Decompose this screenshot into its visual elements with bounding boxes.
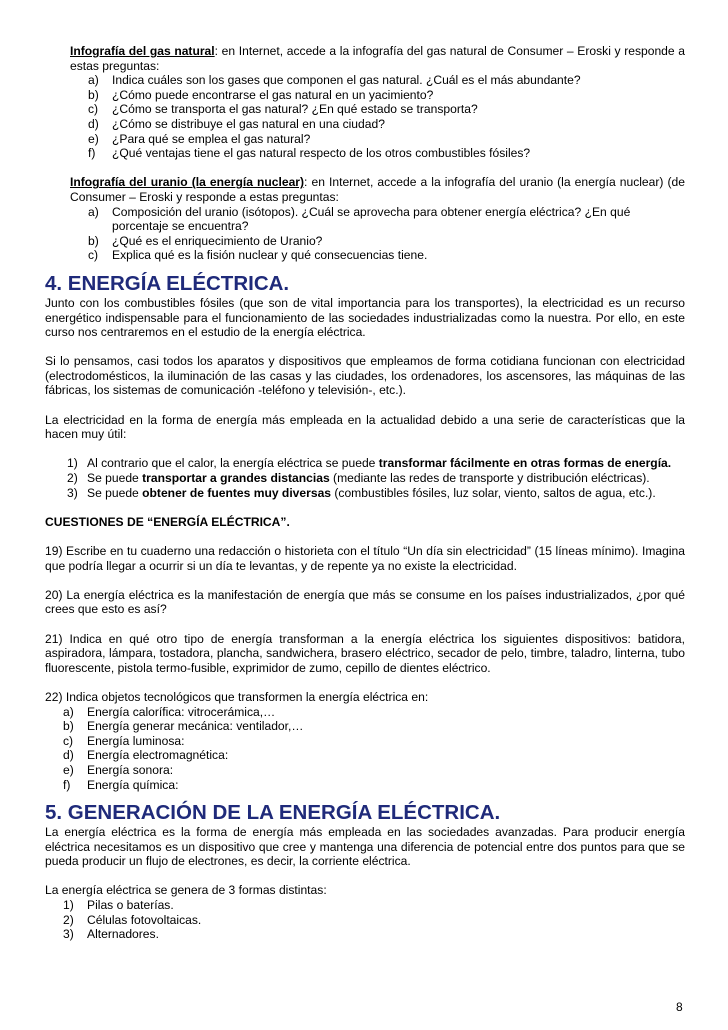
list-item xyxy=(45,705,685,720)
item-marker: e) xyxy=(63,762,74,777)
item-text: Energía sonora: xyxy=(87,762,174,777)
item-marker: c) xyxy=(88,248,99,263)
item-text: ¿Cómo se transporta el gas natural? ¿En qué estado se transporta? xyxy=(112,102,478,117)
cuestiones-heading: CUESTIONES DE “ENERGÍA ELÉCTRICA”. xyxy=(45,514,290,529)
item-text: Indica cuáles son los gases que componen el gas natural. ¿Cuál es el más abundante? xyxy=(112,73,581,88)
item-text-pre: Se puede xyxy=(87,471,143,486)
question-20: 20) La energía eléctrica es la manifestación de energía que más se consume en los países industrializados, ¿por qué crees que esto es así? xyxy=(45,587,685,617)
item-text: ¿Qué es el enriquecimiento de Uranio? xyxy=(112,233,323,248)
item-marker: 3) xyxy=(67,485,78,500)
item-marker: b) xyxy=(88,87,99,102)
item-marker: e) xyxy=(88,131,99,146)
gas-intro-text: : en Internet, accede a la infografía del gas natural de Consumer – Eroski y responde a estas preguntas: xyxy=(70,44,686,73)
uranium-intro xyxy=(70,175,685,204)
list-item xyxy=(70,117,685,132)
section-5-paragraph-1: La energía eléctrica es la forma de energía más empleada en las sociedades avanzadas. Para producir energía eléctrica necesitamos es un dispositivo que cree y mantenga una diferencia de potencial entre dos puntos para que se pueda producir un flujo de electrones, es decir, la corriente eléctrica. xyxy=(45,825,685,869)
section-4-paragraph-3: La electricidad en la forma de energía más empleada en la actualidad debido a una serie de características que la hacen muy útil: xyxy=(45,412,685,442)
item-text: Energía generar mecánica: ventilador,… xyxy=(87,719,304,734)
question-22-list xyxy=(45,705,685,793)
item-text: Composición del uranio (isótopos). ¿Cuál se aprovecha para obtener energía eléctrica? ¿En qué porcentaje se encuentra? xyxy=(112,204,631,234)
item-text: ¿Qué ventajas tiene el gas natural respecto de los otros combustibles fósiles? xyxy=(112,146,531,161)
item-marker: f) xyxy=(88,146,96,161)
list-item xyxy=(45,927,685,942)
item-marker: a) xyxy=(88,204,99,219)
list-item xyxy=(70,205,685,234)
list-item xyxy=(45,748,685,763)
item-marker: a) xyxy=(88,73,99,88)
gas-title: Infografía del gas natural xyxy=(70,44,215,58)
list-item xyxy=(70,88,685,103)
list-item xyxy=(45,913,685,928)
section-5-paragraph-2: La energía eléctrica se genera de 3 formas distintas: xyxy=(45,883,327,898)
item-text: Células fotovoltaicas. xyxy=(87,912,202,927)
item-text: ¿Cómo puede encontrarse el gas natural en un yacimiento? xyxy=(112,87,434,102)
item-marker: d) xyxy=(88,116,99,131)
item-text-bold: obtener de fuentes muy diversas xyxy=(142,485,332,500)
characteristics-list xyxy=(45,456,685,500)
list-item xyxy=(45,456,685,471)
item-marker: f) xyxy=(63,777,71,792)
item-text-post: (combustibles fósiles, luz solar, viento, saltos de agua, etc.). xyxy=(331,485,656,500)
item-text-bold: transportar a grandes distancias xyxy=(142,471,330,486)
item-text: Energía electromagnética: xyxy=(87,748,229,763)
section-4-paragraph-2: Si lo pensamos, casi todos los aparatos y dispositivos que empleamos de forma cotidiana funcionan con electricidad (electrodomésticos, la iluminación de las casas y las ciudades, los ordenadores, los ascensores, las máquinas de las fábricas, los sistemas de comunicación -teléfono y televisión-, etc.). xyxy=(45,354,685,398)
gas-question-list xyxy=(70,73,685,161)
gas-infographic-block xyxy=(45,44,685,161)
list-item xyxy=(45,778,685,793)
list-item xyxy=(45,898,685,913)
question-22: 22) Indica objetos tecnológicos que transformen la energía eléctrica en: xyxy=(45,689,429,704)
item-text-post: (mediante las redes de transporte y distribución eléctricas). xyxy=(329,471,650,486)
item-marker: d) xyxy=(63,748,74,763)
item-text: Energía calorífica: vitrocerámica,… xyxy=(87,704,276,719)
item-text xyxy=(87,471,685,486)
item-text-pre: Al contrario que el calor, la energía eléctrica se puede xyxy=(87,456,379,471)
item-marker: 3) xyxy=(63,927,74,942)
item-text: Pilas o baterías. xyxy=(87,898,174,913)
list-item xyxy=(70,132,685,147)
uranium-infographic-block xyxy=(45,175,685,263)
section-4-heading: 4. ENERGÍA ELÉCTRICA. xyxy=(45,271,290,295)
item-text: Alternadores. xyxy=(87,927,159,942)
uranium-question-list xyxy=(70,205,685,263)
item-marker: b) xyxy=(63,719,74,734)
list-item xyxy=(70,248,685,263)
list-item xyxy=(70,234,685,249)
item-marker: 1) xyxy=(63,898,74,913)
item-text: ¿Cómo se distribuye el gas natural en una ciudad? xyxy=(112,116,385,131)
list-item xyxy=(70,102,685,117)
question-21: 21) Indica en qué otro tipo de energía transforman a la energía eléctrica los siguientes dispositivos: batidora, aspiradora, lámpara, tostadora, plancha, sandwichera, brasero eléctrico, secador de pelo, timbre, taladro, linterna, tubo fluorescente, pistola termo-fusible, exprimidor de zumo, cepillo de dientes eléctrico. xyxy=(45,631,685,675)
list-item xyxy=(45,486,685,501)
section-4-paragraph-1: Junto con los combustibles fósiles (que son de vital importancia para los transportes), la electricidad es un recurso energético indispensable para el funcionamiento de las sociedades industrializadas como la nuestra. Por ello, en este curso nos centraremos en el estudio de la energía eléctrica. xyxy=(45,295,685,340)
item-text-bold: transformar fácilmente en otras formas de energía. xyxy=(378,456,672,471)
item-text xyxy=(87,456,685,471)
item-marker: 1) xyxy=(67,456,78,471)
item-text: ¿Para qué se emplea el gas natural? xyxy=(112,131,311,146)
item-text xyxy=(87,486,685,501)
list-item xyxy=(70,73,685,88)
item-marker: c) xyxy=(88,102,99,117)
item-marker: c) xyxy=(63,733,74,748)
item-marker: b) xyxy=(88,233,99,248)
list-item xyxy=(45,763,685,778)
page-number: 8 xyxy=(676,1000,683,1014)
uranium-title: Infografía del uranio (la energía nuclear) xyxy=(70,175,305,190)
item-text: Explica qué es la fisión nuclear y qué consecuencias tiene. xyxy=(112,248,428,263)
item-text: Energía luminosa: xyxy=(87,733,185,748)
gas-intro xyxy=(70,44,685,73)
document-page xyxy=(45,44,685,942)
list-item xyxy=(70,146,685,161)
item-text-pre: Se puede xyxy=(87,485,143,500)
item-text: Energía química: xyxy=(87,777,179,792)
question-19: 19) Escribe en tu cuaderno una redacción o historieta con el título “Un día sin electricidad” (15 líneas mínimo). Imagina que podría llegar a ocurrir si un día te levantas, y de repente ya no existe la electricidad. xyxy=(45,544,685,573)
list-item xyxy=(45,471,685,486)
item-marker: 2) xyxy=(67,471,78,486)
section-5-heading: 5. GENERACIÓN DE LA ENERGÍA ELÉCTRICA. xyxy=(45,801,501,825)
item-marker: 2) xyxy=(63,912,74,927)
list-item xyxy=(45,734,685,749)
uranium-intro-text: : en Internet, accede a la infografía del uranio (la energía nuclear) (de Consumer – Eroski y responde a estas preguntas: xyxy=(70,175,685,204)
generation-methods-list xyxy=(45,898,685,942)
list-item xyxy=(45,719,685,734)
item-marker: a) xyxy=(63,704,74,719)
